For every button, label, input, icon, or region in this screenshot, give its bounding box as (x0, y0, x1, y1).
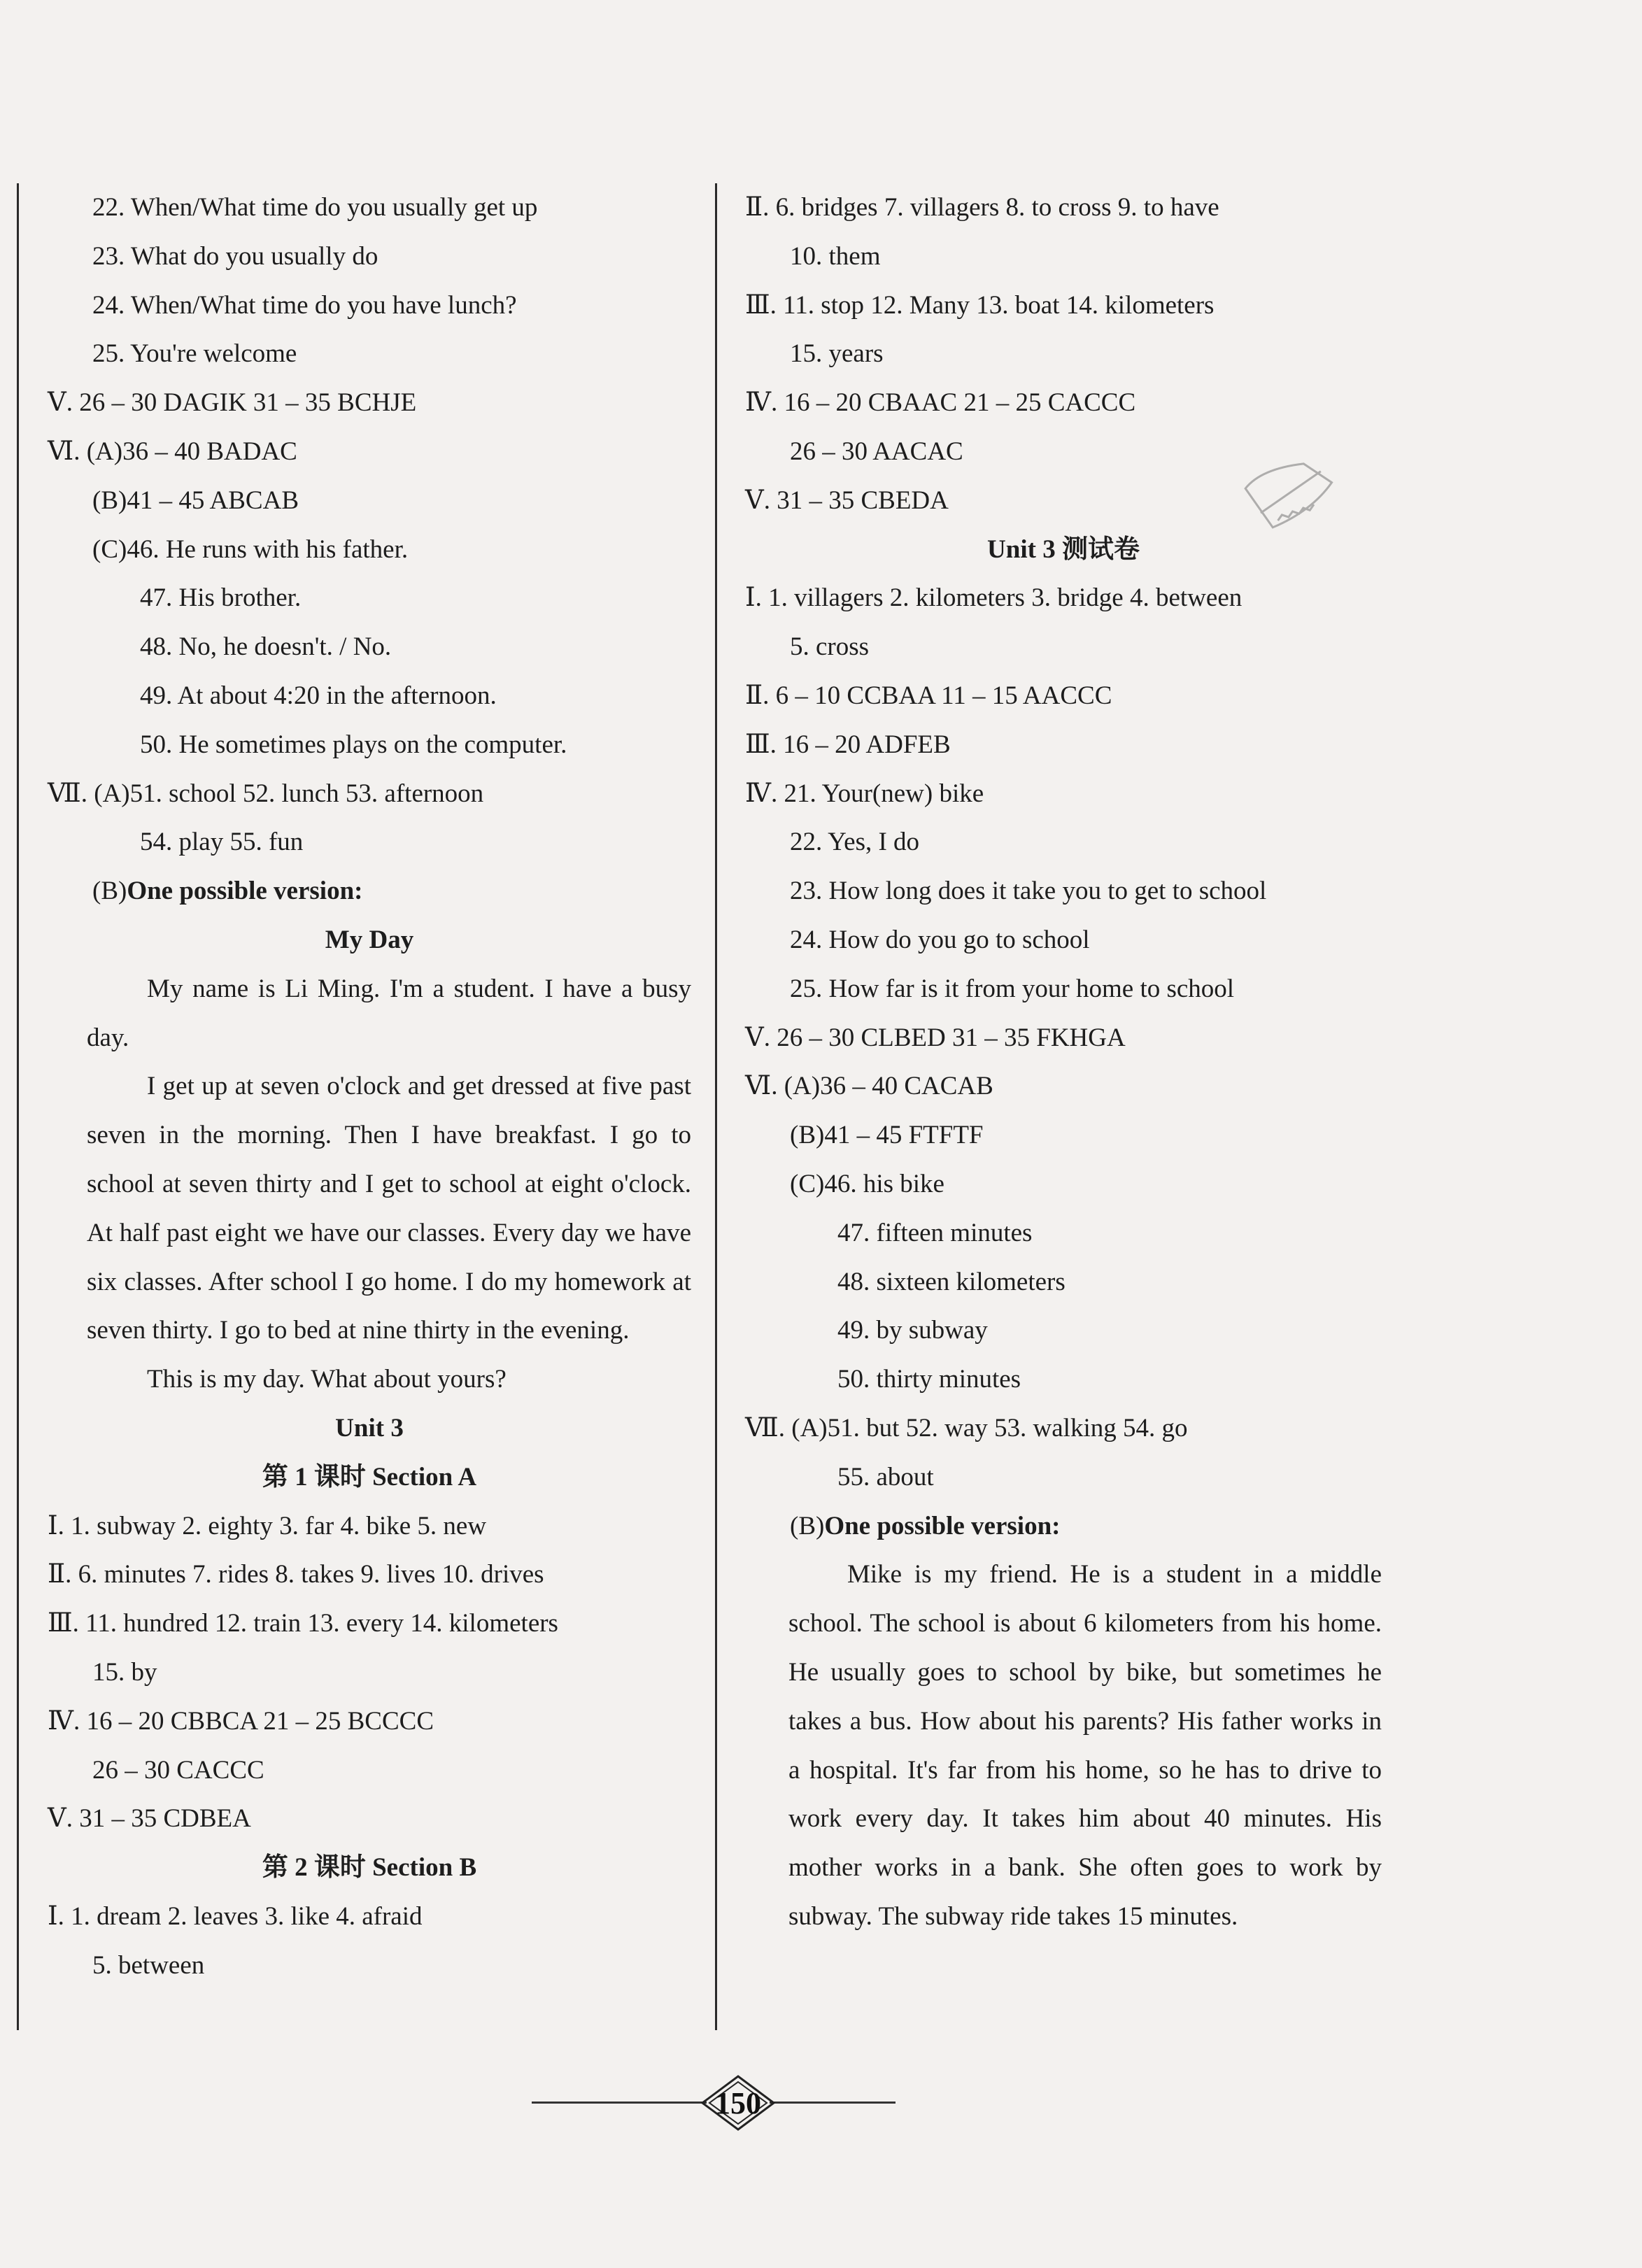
answer-line: Ⅵ. (A)36 – 40 CACAB (745, 1072, 993, 1101)
right-essay-paragraph: Mike is my friend. He is a student in a middle school. The school is about 6 kilometers from his home. He usually goes to school by bike, but sometimes he takes a bus. How about his parents? His father works in a hospital. It's far from his home, so he has to drive to work every day. It takes him about 40 minutes. His mother works in a bank. She often goes to work by subway. The subway ride takes 15 minutes. (788, 1560, 1382, 1931)
stamp-icon (1230, 453, 1356, 544)
answer-line: 24. When/What time do you have lunch? (92, 290, 517, 320)
essay-paragraph-1: My name is Li Ming. I'm a student. I have a busy day. (87, 974, 691, 1052)
answer-line: 55. about (837, 1462, 934, 1491)
answer-line: Ⅴ. 26 – 30 CLBED 31 – 35 FKHGA (745, 1023, 1126, 1052)
answer-line: (C)46. his bike (790, 1169, 944, 1198)
right-column (745, 183, 1382, 1941)
left-answers-1 (48, 183, 691, 867)
footer-rule-left (532, 2102, 707, 2104)
left-answers-2 (48, 1502, 691, 1844)
answer-line: Ⅰ. 1. villagers 2. kilometers 3. bridge 4. between (745, 583, 1243, 613)
answer-line: 54. play 55. fun (140, 828, 304, 857)
right-essay-label (745, 1502, 1382, 1551)
answer-line: Ⅳ. 16 – 20 CBBCA 21 – 25 BCCCC (48, 1706, 434, 1736)
unit-heading: Unit 3 (335, 1413, 404, 1443)
right-answers-2 (745, 574, 1382, 1501)
answer-line: 25. You're welcome (92, 339, 297, 369)
left-margin-rule (17, 183, 19, 2030)
left-essay-prefix: (B) (92, 877, 127, 906)
answer-line: Ⅶ. (A)51. school 52. lunch 53. afternoon (48, 779, 484, 808)
answer-line: Ⅵ. (A)36 – 40 BADAC (48, 437, 297, 466)
right-essay-label-text: One possible version: (824, 1511, 1061, 1540)
answer-line: Ⅳ. 21. Your(new) bike (745, 779, 984, 808)
section-a-heading: 第 1 课时 Section A (262, 1462, 477, 1491)
answer-line: Ⅴ. 31 – 35 CBEDA (745, 486, 949, 515)
answer-line: 49. by subway (837, 1316, 988, 1345)
essay-title: My Day (325, 925, 414, 954)
left-answers-3 (48, 1892, 691, 1990)
answer-line: 23. How long does it take you to get to school (790, 877, 1267, 906)
answer-line: (C)46. He runs with his father. (92, 534, 409, 564)
answer-line: 26 – 30 CACCC (92, 1755, 264, 1785)
answer-line: 48. sixteen kilometers (837, 1267, 1066, 1296)
answer-line: 22. When/What time do you usually get up (92, 193, 538, 222)
unit-test-heading: Unit 3 测试卷 (987, 534, 1140, 564)
answer-line: 47. fifteen minutes (837, 1218, 1033, 1247)
right-essay-prefix: (B) (790, 1511, 825, 1540)
answer-line: 25. How far is it from your home to school (790, 974, 1235, 1003)
answer-line: 22. Yes, I do (790, 828, 920, 857)
answer-line: 50. thirty minutes (837, 1365, 1021, 1394)
answer-line: 48. No, he doesn't. / No. (140, 632, 392, 662)
answer-line: 5. between (92, 1950, 205, 1980)
page-number: 150 (715, 2085, 761, 2120)
answer-line: 49. At about 4:20 in the afternoon. (140, 681, 497, 710)
answer-line: Ⅱ. 6 – 10 CCBAA 11 – 15 AACCC (745, 681, 1112, 710)
answer-line: 15. years (790, 339, 884, 369)
answer-line: 5. cross (790, 632, 870, 662)
answer-line: Ⅲ. 11. stop 12. Many 13. boat 14. kilometers (745, 290, 1215, 320)
column-divider (715, 183, 717, 2030)
answer-line: Ⅱ. 6. minutes 7. rides 8. takes 9. lives 10. drives (48, 1560, 544, 1589)
left-essay-label (48, 867, 691, 916)
answer-line: 47. His brother. (140, 583, 302, 613)
answer-line: Ⅲ. 11. hundred 12. train 13. every 14. kilometers (48, 1609, 558, 1638)
answer-line: Ⅴ. 26 – 30 DAGIK 31 – 35 BCHJE (48, 388, 417, 418)
left-column (48, 183, 691, 1990)
answer-line: Ⅴ. 31 – 35 CDBEA (48, 1804, 251, 1834)
answer-line: Ⅶ. (A)51. but 52. way 53. walking 54. go (745, 1413, 1188, 1443)
answer-line: Ⅰ. 1. dream 2. leaves 3. like 4. afraid (48, 1901, 423, 1931)
answer-line: Ⅳ. 16 – 20 CBAAC 21 – 25 CACCC (745, 388, 1136, 418)
answer-line: Ⅱ. 6. bridges 7. villagers 8. to cross 9. to have (745, 193, 1219, 222)
footer-rule-right (770, 2102, 896, 2104)
section-b-heading: 第 2 课时 Section B (262, 1853, 477, 1883)
answer-line: 23. What do you usually do (92, 241, 378, 271)
answer-line: 10. them (790, 241, 881, 271)
left-essay-label-text: One possible version: (127, 877, 363, 906)
answer-line: (B)41 – 45 ABCAB (92, 486, 299, 515)
answer-line: Ⅰ. 1. subway 2. eighty 3. far 4. bike 5. new (48, 1511, 487, 1540)
answer-line: (B)41 – 45 FTFTF (790, 1121, 984, 1150)
answer-line: Ⅲ. 16 – 20 ADFEB (745, 730, 951, 759)
answer-line: 50. He sometimes plays on the computer. (140, 730, 567, 759)
answer-line: 15. by (92, 1657, 157, 1687)
essay-paragraph-2: I get up at seven o'clock and get dressed at five past seven in the morning. Then I have breakfast. I go to school at seven thirty and I get to school at eight o'clock. At half past eight we have our classes. Every day we have six classes. After school I go home. I do my homework at seven thirty. I go to bed at nine thirty in the evening. (87, 1072, 691, 1345)
answer-line: 26 – 30 AACAC (790, 437, 963, 466)
answer-line: 24. How do you go to school (790, 925, 1090, 954)
essay-paragraph-3: This is my day. What about yours? (147, 1365, 507, 1394)
